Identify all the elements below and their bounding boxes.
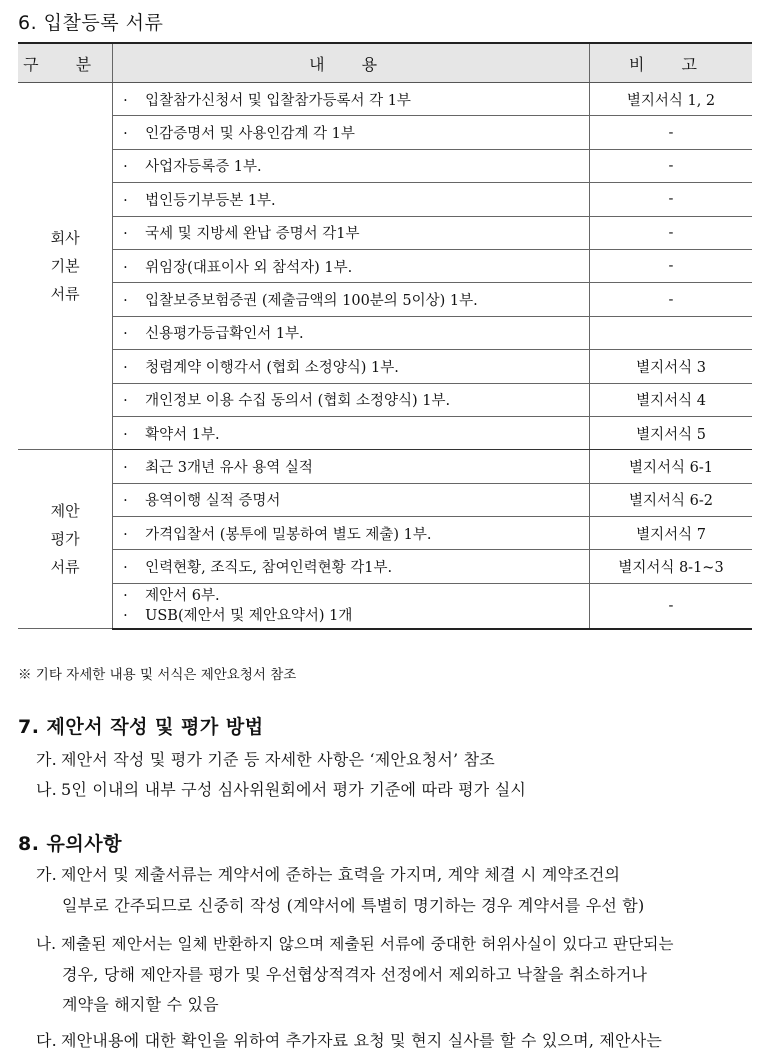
content-cell <box>113 583 590 629</box>
content-line <box>123 489 589 510</box>
table-row <box>18 249 752 282</box>
bullet: · <box>123 526 128 543</box>
bullet: · <box>123 587 128 604</box>
category-label: 제안 <box>50 502 80 521</box>
content-cell <box>113 416 590 449</box>
bullet: · <box>123 159 128 176</box>
table-row <box>18 83 752 116</box>
section-8-item-na-cont: 계약을 해지할 수 있음 <box>62 995 219 1014</box>
content-cell <box>113 83 590 116</box>
content-text: 사업자등록증 1부. <box>145 159 262 176</box>
bullet: · <box>123 326 128 343</box>
bullet: · <box>123 607 128 624</box>
table-footnote: ※ 기타 자세한 내용 및 서식은 제안요청서 참조 <box>18 667 297 683</box>
bullet: · <box>123 92 128 109</box>
content-line <box>123 556 589 577</box>
section-8-item-ga-cont: 일부로 간주되므로 신중히 작성 (계약서에 특별히 명기하는 경우 계약서를 우선 함) <box>62 896 645 915</box>
note-cell: - <box>590 116 753 149</box>
category-label: 서류 <box>50 558 80 577</box>
table-row <box>18 283 752 316</box>
content-line <box>123 389 589 410</box>
bid-documents-table <box>18 42 752 630</box>
bullet: · <box>123 459 128 476</box>
content-text: 입찰참가신청서 및 입찰참가등록서 각 1부 <box>145 92 411 109</box>
content-line <box>123 356 589 377</box>
content-text: 위임장(대표이사 외 참석자) 1부. <box>145 259 353 276</box>
bullet: · <box>123 126 128 143</box>
bullet: · <box>123 393 128 410</box>
bullet: · <box>123 226 128 243</box>
category-cell <box>18 450 113 629</box>
category-label: 회사 <box>50 229 80 248</box>
content-line <box>123 155 589 176</box>
note-cell: 별지서식 7 <box>590 517 753 550</box>
note-cell: 별지서식 1, 2 <box>590 83 753 116</box>
content-line <box>123 523 589 544</box>
content-line <box>123 222 589 243</box>
content-cell <box>113 383 590 416</box>
section-8-title: 8. 유의사항 <box>18 833 122 855</box>
content-line <box>123 289 589 310</box>
content-line <box>123 586 589 606</box>
table-row <box>18 583 752 629</box>
bullet: · <box>123 192 128 209</box>
content-text: 인감증명서 및 사용인감계 각 1부 <box>145 126 355 143</box>
bullet: · <box>123 560 128 577</box>
content-cell <box>113 350 590 383</box>
section-6-title: 6. 입찰등록 서류 <box>18 12 164 34</box>
bullet: · <box>123 493 128 510</box>
content-cell <box>113 283 590 316</box>
content-text: 확약서 1부. <box>145 426 220 443</box>
note-cell: 별지서식 6-1 <box>590 450 753 483</box>
content-line <box>123 189 589 210</box>
content-line <box>123 322 589 343</box>
bullet: · <box>123 259 128 276</box>
note-cell: 별지서식 3 <box>590 350 753 383</box>
note-cell: - <box>590 283 753 316</box>
header-note: 비 고 <box>590 43 753 83</box>
table-row <box>18 216 752 249</box>
category-label: 평가 <box>50 530 80 549</box>
table-row <box>18 517 752 550</box>
header-category: 구 분 <box>18 43 113 83</box>
note-cell: - <box>590 249 753 282</box>
content-cell <box>113 183 590 216</box>
content-cell <box>113 249 590 282</box>
bullet: · <box>123 293 128 310</box>
header-content: 내 용 <box>113 43 590 83</box>
note-cell: - <box>590 183 753 216</box>
note-cell: 별지서식 4 <box>590 383 753 416</box>
note-cell: - <box>590 216 753 249</box>
content-line <box>123 423 589 444</box>
content-text: 개인정보 이용 수집 동의서 (협회 소정양식) 1부. <box>145 393 451 410</box>
note-cell <box>590 316 753 349</box>
note-cell: - <box>590 583 753 629</box>
table-row <box>18 149 752 182</box>
table-row <box>18 383 752 416</box>
section-7-item: 가. 제안서 작성 및 평가 기준 등 자세한 사항은 ‘제안요청서’ 참조 <box>36 750 495 769</box>
content-text: 입찰보증보험증권 (제출금액의 100분의 5이상) 1부. <box>145 293 478 310</box>
content-text: 국세 및 지방세 완납 증명서 각1부 <box>145 226 360 243</box>
table-row <box>18 116 752 149</box>
content-cell <box>113 550 590 583</box>
content-cell <box>113 116 590 149</box>
category-label: 기본 <box>50 257 80 276</box>
content-line <box>123 456 589 477</box>
content-cell <box>113 149 590 182</box>
content-text: 법인등기부등본 1부. <box>145 192 276 209</box>
table-row <box>18 483 752 516</box>
content-text: 인력현황, 조직도, 참여인력현황 각1부. <box>145 560 393 577</box>
section-8-item-da: 다. 제안내용에 대한 확인을 위하여 추가자료 요청 및 현지 실사를 할 수 있으며, 제안사는 <box>36 1031 663 1050</box>
content-cell <box>113 517 590 550</box>
table-row <box>18 416 752 449</box>
category-cell <box>18 83 113 450</box>
note-cell: 별지서식 5 <box>590 416 753 449</box>
content-text: 최근 3개년 유사 용역 실적 <box>145 459 313 476</box>
content-text: 신용평가등급확인서 1부. <box>145 326 304 343</box>
section-7-item: 나. 5인 이내의 내부 구성 심사위원회에서 평가 기준에 따라 평가 실시 <box>36 780 527 799</box>
table-row <box>18 183 752 216</box>
bullet: · <box>123 359 128 376</box>
table-row <box>18 550 752 583</box>
content-line <box>123 89 589 110</box>
content-cell <box>113 316 590 349</box>
content-cell <box>113 450 590 483</box>
content-line <box>123 256 589 277</box>
bullet: · <box>123 426 128 443</box>
content-text: 용역이행 실적 증명서 <box>145 493 281 510</box>
content-line <box>123 122 589 143</box>
content-cell <box>113 216 590 249</box>
category-label: 서류 <box>50 285 80 304</box>
section-8-item-na: 나. 제출된 제안서는 일체 반환하지 않으며 제출된 서류에 중대한 허위사실이 있다고 판단되는 <box>36 935 674 953</box>
section-8-item-ga: 가. 제안서 및 제출서류는 계약서에 준하는 효력을 가지며, 계약 체결 시 계약조건의 <box>36 865 621 884</box>
content-text: USB(제안서 및 제안요약서) 1개 <box>145 607 353 624</box>
content-line <box>123 606 589 626</box>
note-cell: 별지서식 8-1~3 <box>590 550 753 583</box>
table-row <box>18 316 752 349</box>
table-header-row <box>18 43 752 83</box>
content-text: 제안서 6부. <box>145 587 220 604</box>
note-cell: - <box>590 149 753 182</box>
content-text: 가격입찰서 (봉투에 밀봉하여 별도 제출) 1부. <box>145 526 432 543</box>
section-8-item-na-cont: 경우, 당해 제안자를 평가 및 우선협상적격자 선정에서 제외하고 낙찰을 취소하거나 <box>62 965 648 984</box>
section-7-title: 7. 제안서 작성 및 평가 방법 <box>18 716 264 738</box>
table-row <box>18 450 752 483</box>
table-row <box>18 350 752 383</box>
content-cell <box>113 483 590 516</box>
note-cell: 별지서식 6-2 <box>590 483 753 516</box>
content-text: 청렴계약 이행각서 (협회 소정양식) 1부. <box>145 359 399 376</box>
